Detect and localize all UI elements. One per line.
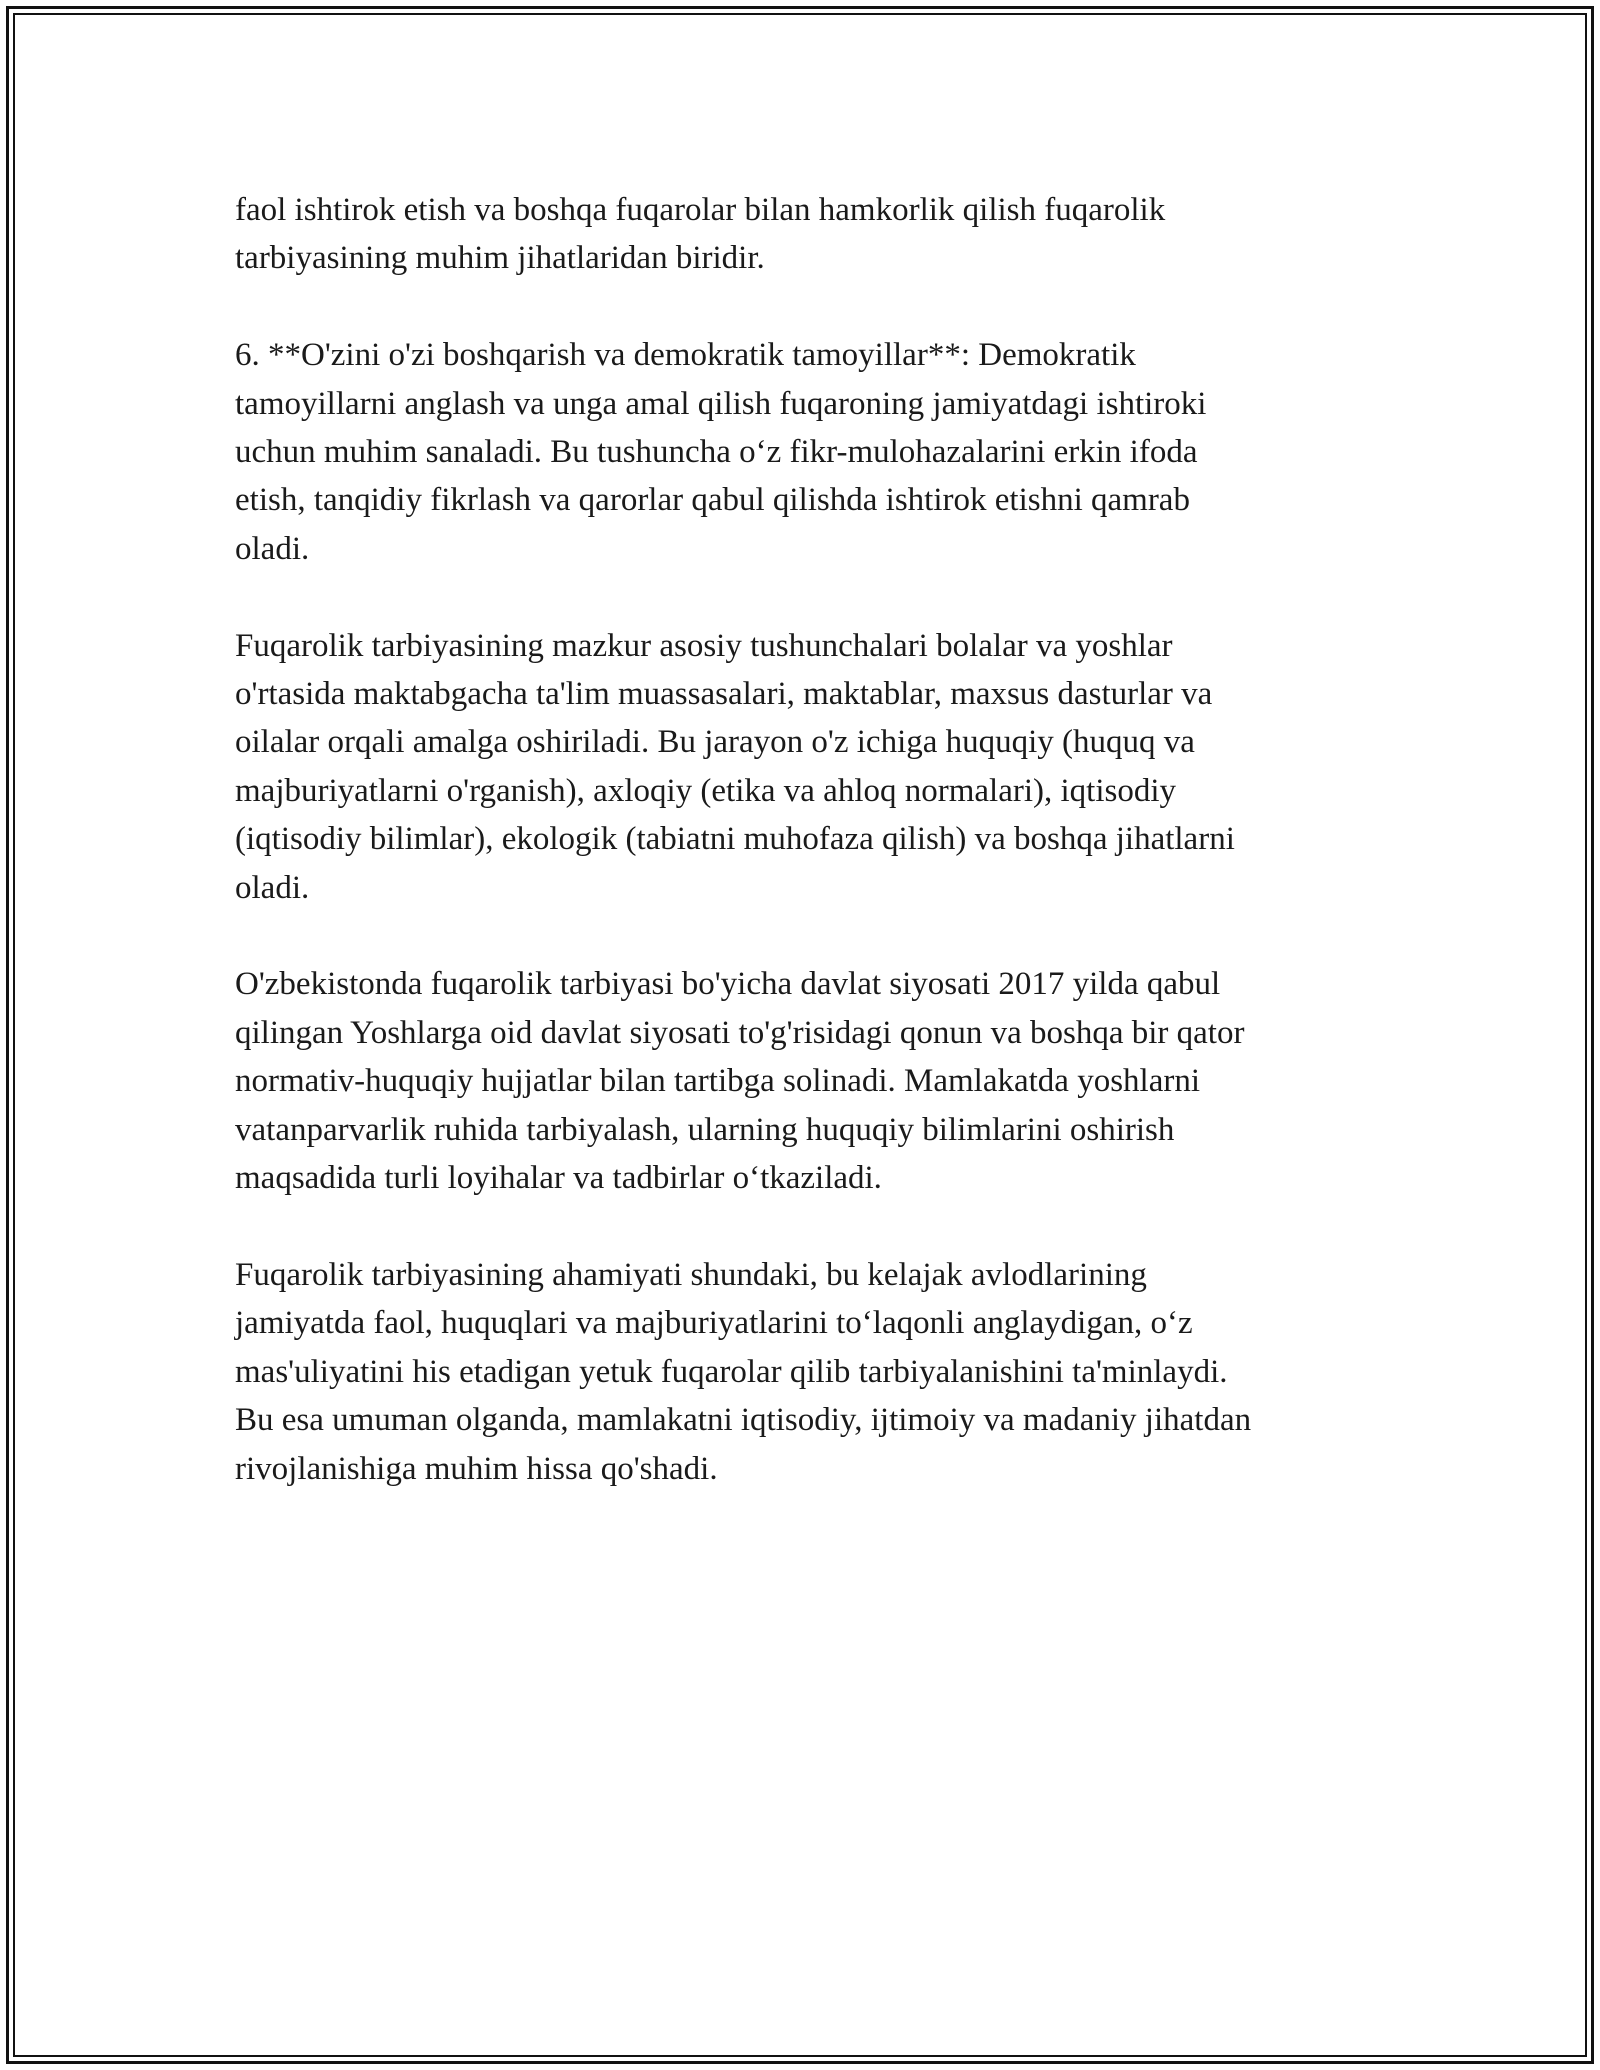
paragraph-core-concepts: Fuqarolik tarbiyasining mazkur asosiy tushunchalari bolalar va yoshlar o'rtasida maktabgacha ta'lim muassasalari, maktablar, maxsus dasturlar va oilalar orqali amalga oshiriladi. Bu jarayon o'z ichiga huquqiy (huquq va majburiyatlarni o'rganish), axloqiy (etika va ahloq normalari), iqtisodiy (iqtisodiy bilimlar), ekologik (tabiatni muhofaza qilish) va boshqa jihatlarni oladi. — [235, 627, 1235, 906]
document-body — [235, 186, 1395, 1493]
paragraph-democratic-principles: 6. **O'zini o'zi boshqarish va demokratik tamoyillar**: Demokratik tamoyillarni anglash va unga amal qilish fuqaroning jamiyatdagi ishtiroki uchun muhim sanaladi. Bu tushuncha o‘z fikr-mulohazalarini erkin ifoda etish, tanqidiy fikrlash va qarorlar qabul qilishda ishtirok etishni qamrab oladi. — [235, 337, 1207, 567]
paragraph-continuation: faol ishtirok etish va boshqa fuqarolar bilan hamkorlik qilish fuqarolik tarbiyasining muhim jihatlaridan biridir. — [235, 192, 1166, 277]
paragraph-importance: Fuqarolik tarbiyasining ahamiyati shundaki, bu kelajak avlodlarining jamiyatda faol, huquqlari va majburiyatlarini to‘laqonli anglaydigan, o‘z mas'uliyatini his etadigan yetuk fuqarolar qilib tarbiyalanishini ta'minlaydi. Bu esa umuman olganda, mamlakatni iqtisodiy, ijtimoiy va madaniy jihatdan rivojlanishiga muhim hissa qo'shadi. — [235, 1256, 1252, 1487]
paragraph-state-policy: O'zbekistonda fuqarolik tarbiyasi bo'yicha davlat siyosati 2017 yilda qabul qilingan Yoshlarga oid davlat siyosati to'g'risidagi qonun va boshqa bir qator normativ-huquqiy hujjatlar bilan tartibga solinadi. Mamlakatda yoshlarni vatanparvarlik ruhida tarbiyalash, ularning huquqiy bilimlarini oshirish maqsadida turli loyihalar va tadbirlar o‘tkaziladi. — [235, 966, 1245, 1197]
